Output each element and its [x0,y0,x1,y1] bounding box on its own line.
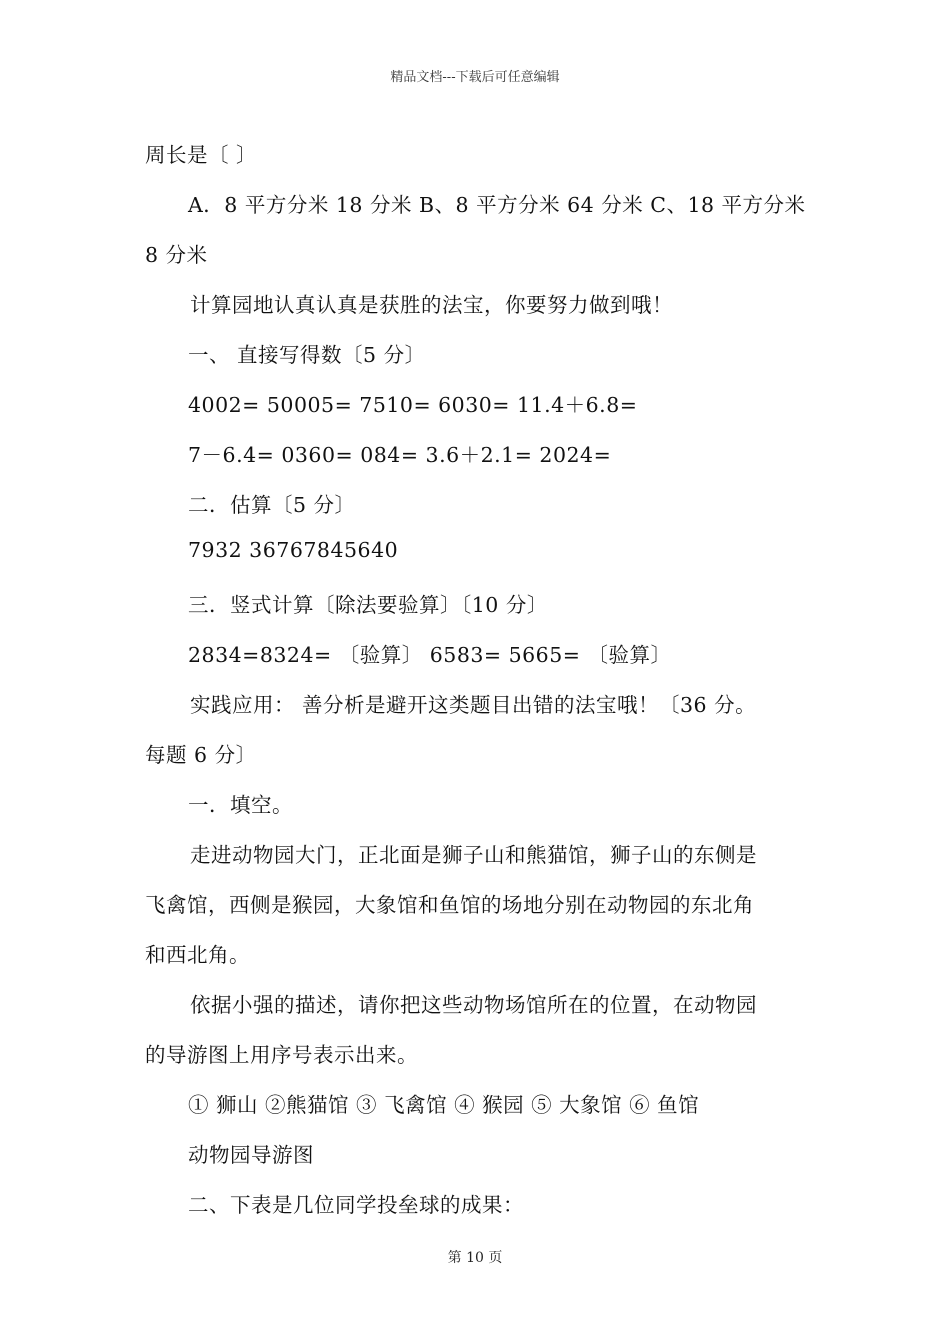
section-heading: 二、下表是几位同学投垒球的成果： [188,1193,524,1217]
text-line: 8 分米 [145,243,208,267]
section-heading: 二．估算〔5 分〕 [188,493,356,517]
paragraph-line: 的导游图上用序号表示出来。 [145,1043,418,1067]
text-line: 7－6.4= 0360= 084= 3.6＋2.1= 2024= [188,443,612,467]
text-line: A．8 平方分米 18 分米 B、8 平方分米 64 分米 C、18 平方分米 [188,193,806,217]
paragraph-line: 和西北角。 [145,943,250,967]
paragraph-line: 飞禽馆，西侧是猴园，大象馆和鱼馆的场地分别在动物园的东北角 [145,893,754,917]
paragraph-line: 依据小强的描述，请你把这些动物场馆所在的位置，在动物园 [190,993,757,1017]
section-intro: 实践应用： 善分析是避开这类题目出错的法宝哦！〔36 分。 [190,693,757,717]
section-heading: 三．竖式计算〔除法要验算〕〔10 分〕 [188,593,548,617]
paragraph-line: 走进动物园大门，正北面是狮子山和熊猫馆，狮子山的东侧是 [190,843,757,867]
page-number: 第 10 页 [447,1250,503,1266]
text-line: 4002= 50005= 7510= 6030= 11.4＋6.8= [188,393,638,417]
text-line: 7932 36767845640 [188,538,399,562]
page-header: 精品文档---下载后可任意编辑 [390,70,560,85]
options-line: ① 狮山 ②熊猫馆 ③ 飞禽馆 ④ 猴园 ⑤ 大象馆 ⑥ 鱼馆 [188,1093,700,1117]
section-heading: 一．填空。 [188,793,293,817]
text-line: 每题 6 分〕 [145,743,257,767]
section-heading: 一、 直接写得数〔5 分〕 [188,343,426,367]
section-intro: 计算园地认真认真是获胜的法宝，你要努力做到哦！ [190,293,673,317]
text-line: 周长是〔 〕 [145,143,258,167]
text-line: 2834=8324= 〔验算〕 6583= 5665= 〔验算〕 [188,643,672,667]
map-caption: 动物园导游图 [188,1143,314,1167]
